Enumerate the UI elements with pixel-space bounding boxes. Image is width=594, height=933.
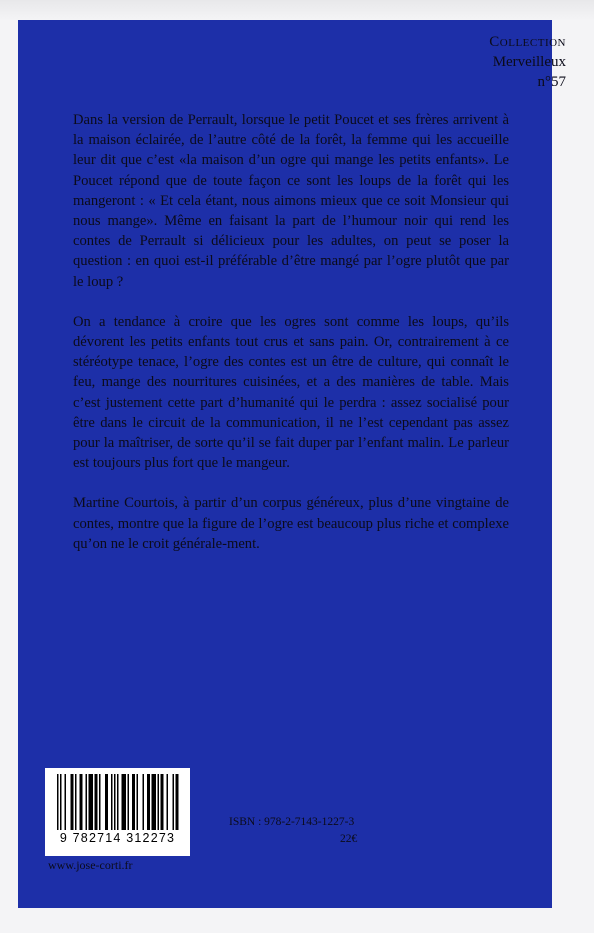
barcode-bar [137,774,139,830]
barcode-bar [71,774,74,830]
barcode-bar [99,774,101,830]
blurb-paragraph-2: On a tendance à croire que les ogres sont comme les loups, qu’ils dévorent les petits enfants tout crus et sans pain. Or, contrairement à ce stéréotype tenace, l’ogre des contes est un être de culture, qui connaît le feu, mange des nourritures cuisinées, et a des manières de table. Mais c’est justement cette part d’humanité qui le perdra : assez socialisé pour être dans le circuit de la communication, il ne l’est cependant pas assez pour la maîtriser, de sorte qu’il se fait duper par l’enfant malin. Le parleur est toujours plus fort que le mangeur. [73,313,509,472]
blurb-paragraph-1: Dans la version de Perrault, lorsque le petit Poucet et ses frères arrivent à la maison éclairée, de l’autre côté de la forêt, la femme qui les accueille leur dit que c’est «la maison d’un ogre qui mange les petits enfants». Le Poucet répond que de toute façon ce sont les loups de la forêt qui les mangeront : « Et cela étant, nous aimons mieux que ce soit Monsieur qui nous mange». Même en faisant la part de l’humour noir qui rend les contes de Perrault si délicieux pour les adultes, on peut se poser la question : en quoi est-il préférable d’être mangé par l’ogre plutôt que par le loup ? [73,112,509,290]
barcode-bar [147,774,150,830]
blurb-paragraph-3: Martine Courtois, à partir d’un corpus généreux, plus d’une vingtaine de contes, montre que la figure de l’ogre est beaucoup plus riche et complexe qu’on ne le croit générale-ment. [73,495,509,552]
barcode-bars [51,774,184,832]
barcode-bar [158,774,160,830]
barcode [45,768,190,856]
barcode-bar [111,774,113,830]
barcode-bar [122,774,127,830]
barcode-bar [132,774,135,830]
barcode-bar [152,774,157,830]
barcode-bar [128,774,130,830]
price: 22€ [340,833,358,845]
barcode-bar [167,774,169,830]
barcode-bar [75,774,77,830]
barcode-bar [60,774,62,830]
barcode-bar [105,774,108,830]
barcode-bar [95,774,98,830]
barcode-bar [161,774,164,830]
barcode-digits: 9 782714 312273 [59,831,176,845]
page-top-edge [0,0,594,20]
publisher-website: www.jose-corti.fr [48,858,133,872]
barcode-bar [173,774,175,830]
barcode-bar [80,774,83,830]
barcode-bar [57,774,59,830]
barcode-bar [86,774,88,830]
barcode-bar [117,774,119,830]
collection-number: n°57 [537,74,566,90]
collection-info [489,32,566,92]
barcode-bar [65,774,67,830]
blurb-text [73,110,509,574]
barcode-bar [114,774,116,830]
isbn-number: ISBN : 978-2-7143-1227-3 [229,816,355,828]
barcode-bar [89,774,94,830]
barcode-bar [176,774,179,830]
barcode-bar [143,774,145,830]
collection-label: Collection [489,34,566,50]
collection-name: Merveilleux [492,54,566,70]
